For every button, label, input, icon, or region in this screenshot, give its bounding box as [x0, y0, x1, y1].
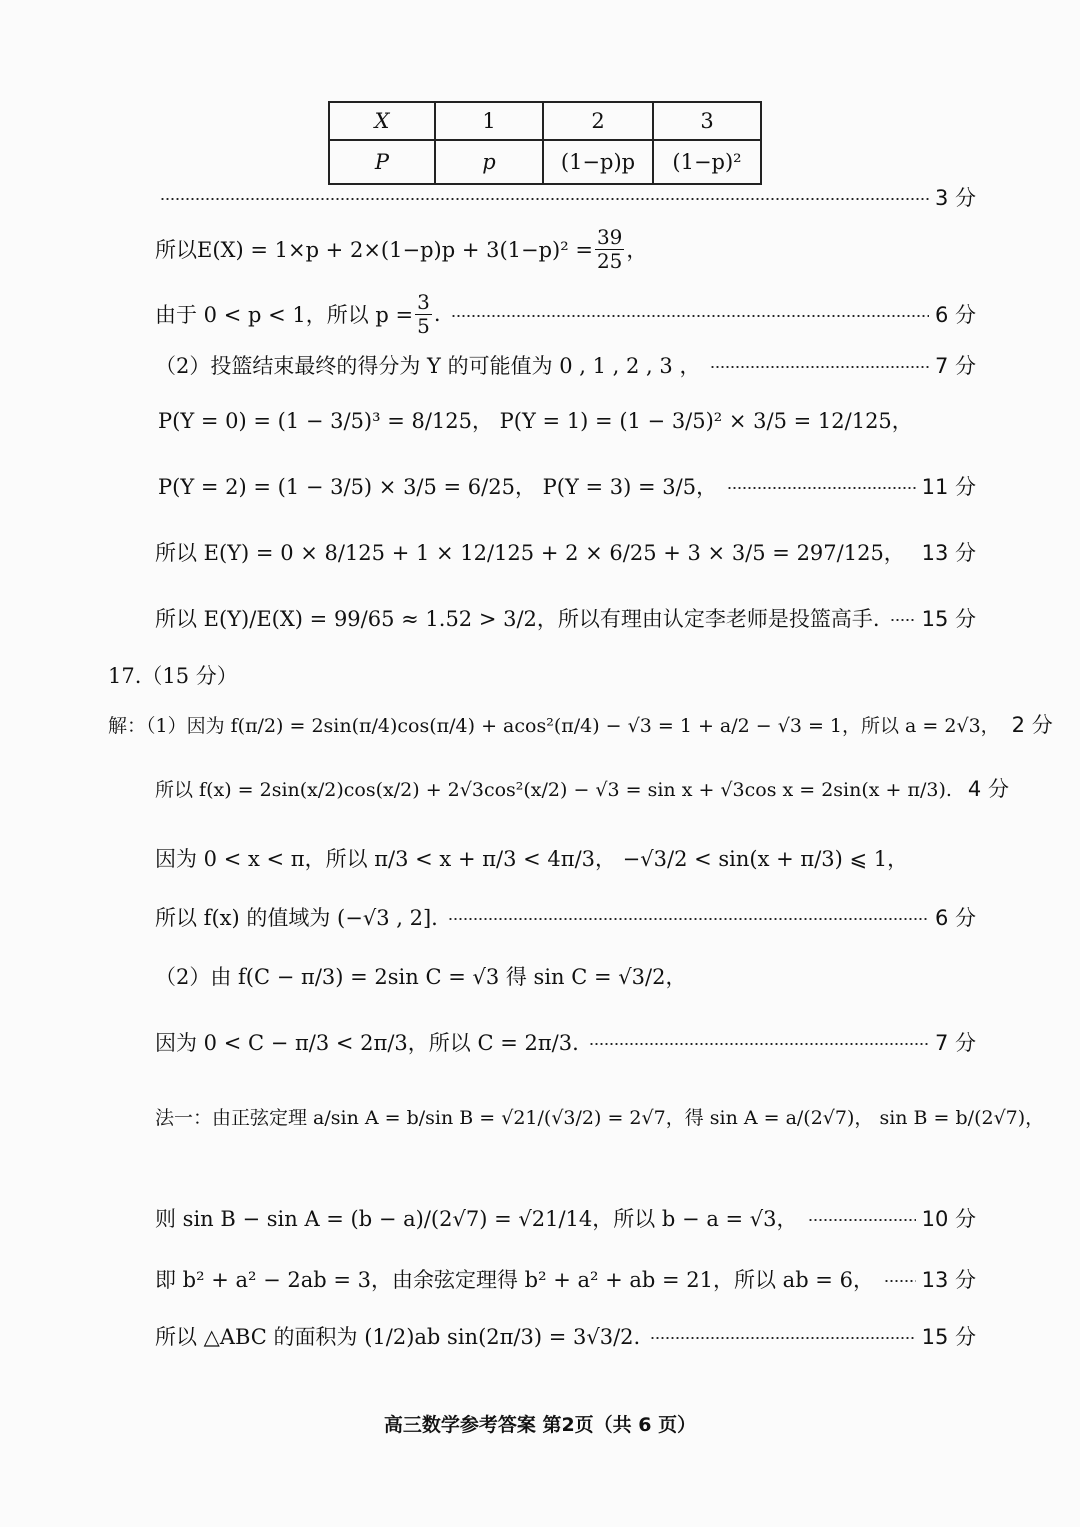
sine-difference: 则 sin B − sin A = (b − a)/(2√7) = √21/14，所以 b − a = √3， [155, 1207, 798, 1231]
table-cell: X [329, 102, 435, 140]
punctuation: ， [626, 238, 648, 262]
leader-dots [915, 553, 916, 555]
score-label: 13 分 [921, 541, 976, 565]
leader-dots [727, 487, 916, 489]
leader-dots [451, 315, 929, 317]
solution-line [155, 222, 976, 276]
score-label: 7 分 [934, 354, 976, 378]
solution-line [155, 1096, 1045, 1136]
solution-line [155, 902, 976, 932]
score-label: 10 分 [921, 1207, 976, 1231]
score-label: 7 分 [934, 1031, 976, 1055]
question-17-title: 17.（15 分） [108, 664, 238, 688]
punctuation: . [433, 302, 441, 326]
table-row [329, 102, 761, 140]
solution-line [158, 400, 976, 440]
solution-line [155, 350, 976, 380]
solution-line [155, 1198, 976, 1238]
solution-line [155, 1022, 976, 1062]
table-cell: 3 [653, 102, 761, 140]
table-cell: p [435, 140, 543, 184]
angle-c: 因为 0 < C − π/3 < 2π/3，所以 C = 2π/3. [155, 1031, 579, 1055]
solution-line [155, 288, 976, 340]
leader-dots [808, 1219, 916, 1221]
range-derivation: 因为 0 < x < π，所以 π/3 < x + π/3 < 4π/3， −√3/2 < sin(x + π/3) ⩽ 1， [155, 847, 909, 871]
score-label: 4 分 [967, 777, 1009, 801]
fraction [415, 291, 432, 338]
leader-dots [890, 619, 916, 621]
part2-sinc: （2）由 f(C − π/3) = 2sin C = √3 得 sin C = √3/2， [155, 965, 687, 989]
expectation-x-text: 所以E(X) = 1×p + 2×(1−p)p + 3(1−p)² = [155, 238, 593, 262]
sine-law: 法一：由正弦定理 a/sin A = b/sin B = √21/(√3/2) = 2√7，得 sin A = a/(2√7)， sin B = b/(2√7)， [155, 1106, 1045, 1129]
leader-dots [589, 1043, 929, 1045]
expectation-y: 所以 E(Y) = 0 × 8/125 + 1 × 12/125 + 2 × 6/25 + 3 × 3/5 = 297/125， [155, 541, 905, 565]
triangle-area: 所以 △ABC 的面积为 (1/2)ab sin(2π/3) = 3√3/2. [155, 1325, 641, 1349]
leader-dots [650, 1337, 915, 1339]
denominator: 5 [417, 313, 430, 338]
leader-dots [884, 1280, 916, 1282]
score-label: 11 分 [921, 475, 976, 499]
leader-dots [160, 198, 929, 200]
ratio-conclusion: 所以 E(Y)/E(X) = 99/65 ≈ 1.52 > 3/2，所以有理由认定李老师是投篮高手. [155, 607, 880, 631]
function-simplified: 所以 f(x) = 2sin(x/2)cos(x/2) + 2√3cos²(x/2) − √3 = sin x + √3cos x = 2sin(x + π/3). [155, 778, 952, 801]
table-cell: P [329, 140, 435, 184]
numerator: 39 [596, 224, 623, 249]
solution-line [155, 1264, 976, 1294]
score-label: 13 分 [921, 1268, 976, 1292]
range-result: 所以 f(x) 的值域为 (−√3 , 2]. [155, 906, 438, 930]
solution-line [155, 956, 976, 996]
solution-part1: 解：（1）因为 f(π/2) = 2sin(π/4)cos(π/4) + acos²(π/4) − √3 = 1 + a/2 − √3 = 1，所以 a = 2√3， [108, 714, 1000, 737]
score-label: 6 分 [934, 303, 976, 327]
table-cell: (1−p)² [653, 140, 761, 184]
score-label: 15 分 [921, 1325, 976, 1349]
table-row [329, 140, 761, 184]
fraction [595, 226, 624, 273]
solution-line [158, 466, 976, 506]
table-cell: 2 [543, 102, 653, 140]
leader-dots [448, 918, 929, 920]
solution-line [155, 768, 1009, 808]
denominator: 25 [596, 248, 623, 273]
table-cell: 1 [435, 102, 543, 140]
score-label: 3 分 [934, 186, 976, 210]
score-label: 15 分 [921, 607, 976, 631]
solution-line [108, 704, 1053, 744]
part2-intro: （2）投篮结束最终的得分为 Y 的可能值为 0 , 1 , 2 , 3 ， [155, 354, 701, 378]
solution-line [155, 598, 976, 638]
score-label: 6 分 [934, 906, 976, 930]
solution-line [155, 532, 976, 572]
solution-line [155, 1316, 976, 1356]
solution-line [155, 838, 976, 878]
cosine-law: 即 b² + a² − 2ab = 3，由余弦定理得 b² + a² + ab = 21，所以 ab = 6， [155, 1268, 874, 1292]
score-line [160, 184, 976, 210]
page-footer: 高三数学参考答案 第2页（共 6 页） [383, 1414, 697, 1436]
p-value-text: 由于 0 < p < 1，所以 p = [155, 303, 414, 327]
numerator: 3 [417, 289, 430, 314]
distribution-table [328, 101, 762, 185]
prob-y23: P(Y = 2) = (1 − 3/5) × 3/5 = 6/25， P(Y = 3) = 3/5， [158, 475, 718, 499]
question-heading [108, 660, 976, 690]
table-cell: (1−p)p [543, 140, 653, 184]
score-label: 2 分 [1011, 713, 1053, 737]
leader-dots [710, 366, 929, 368]
prob-y01: P(Y = 0) = (1 − 3/5)³ = 8/125， P(Y = 1) = (1 − 3/5)² × 3/5 = 12/125， [158, 409, 913, 433]
